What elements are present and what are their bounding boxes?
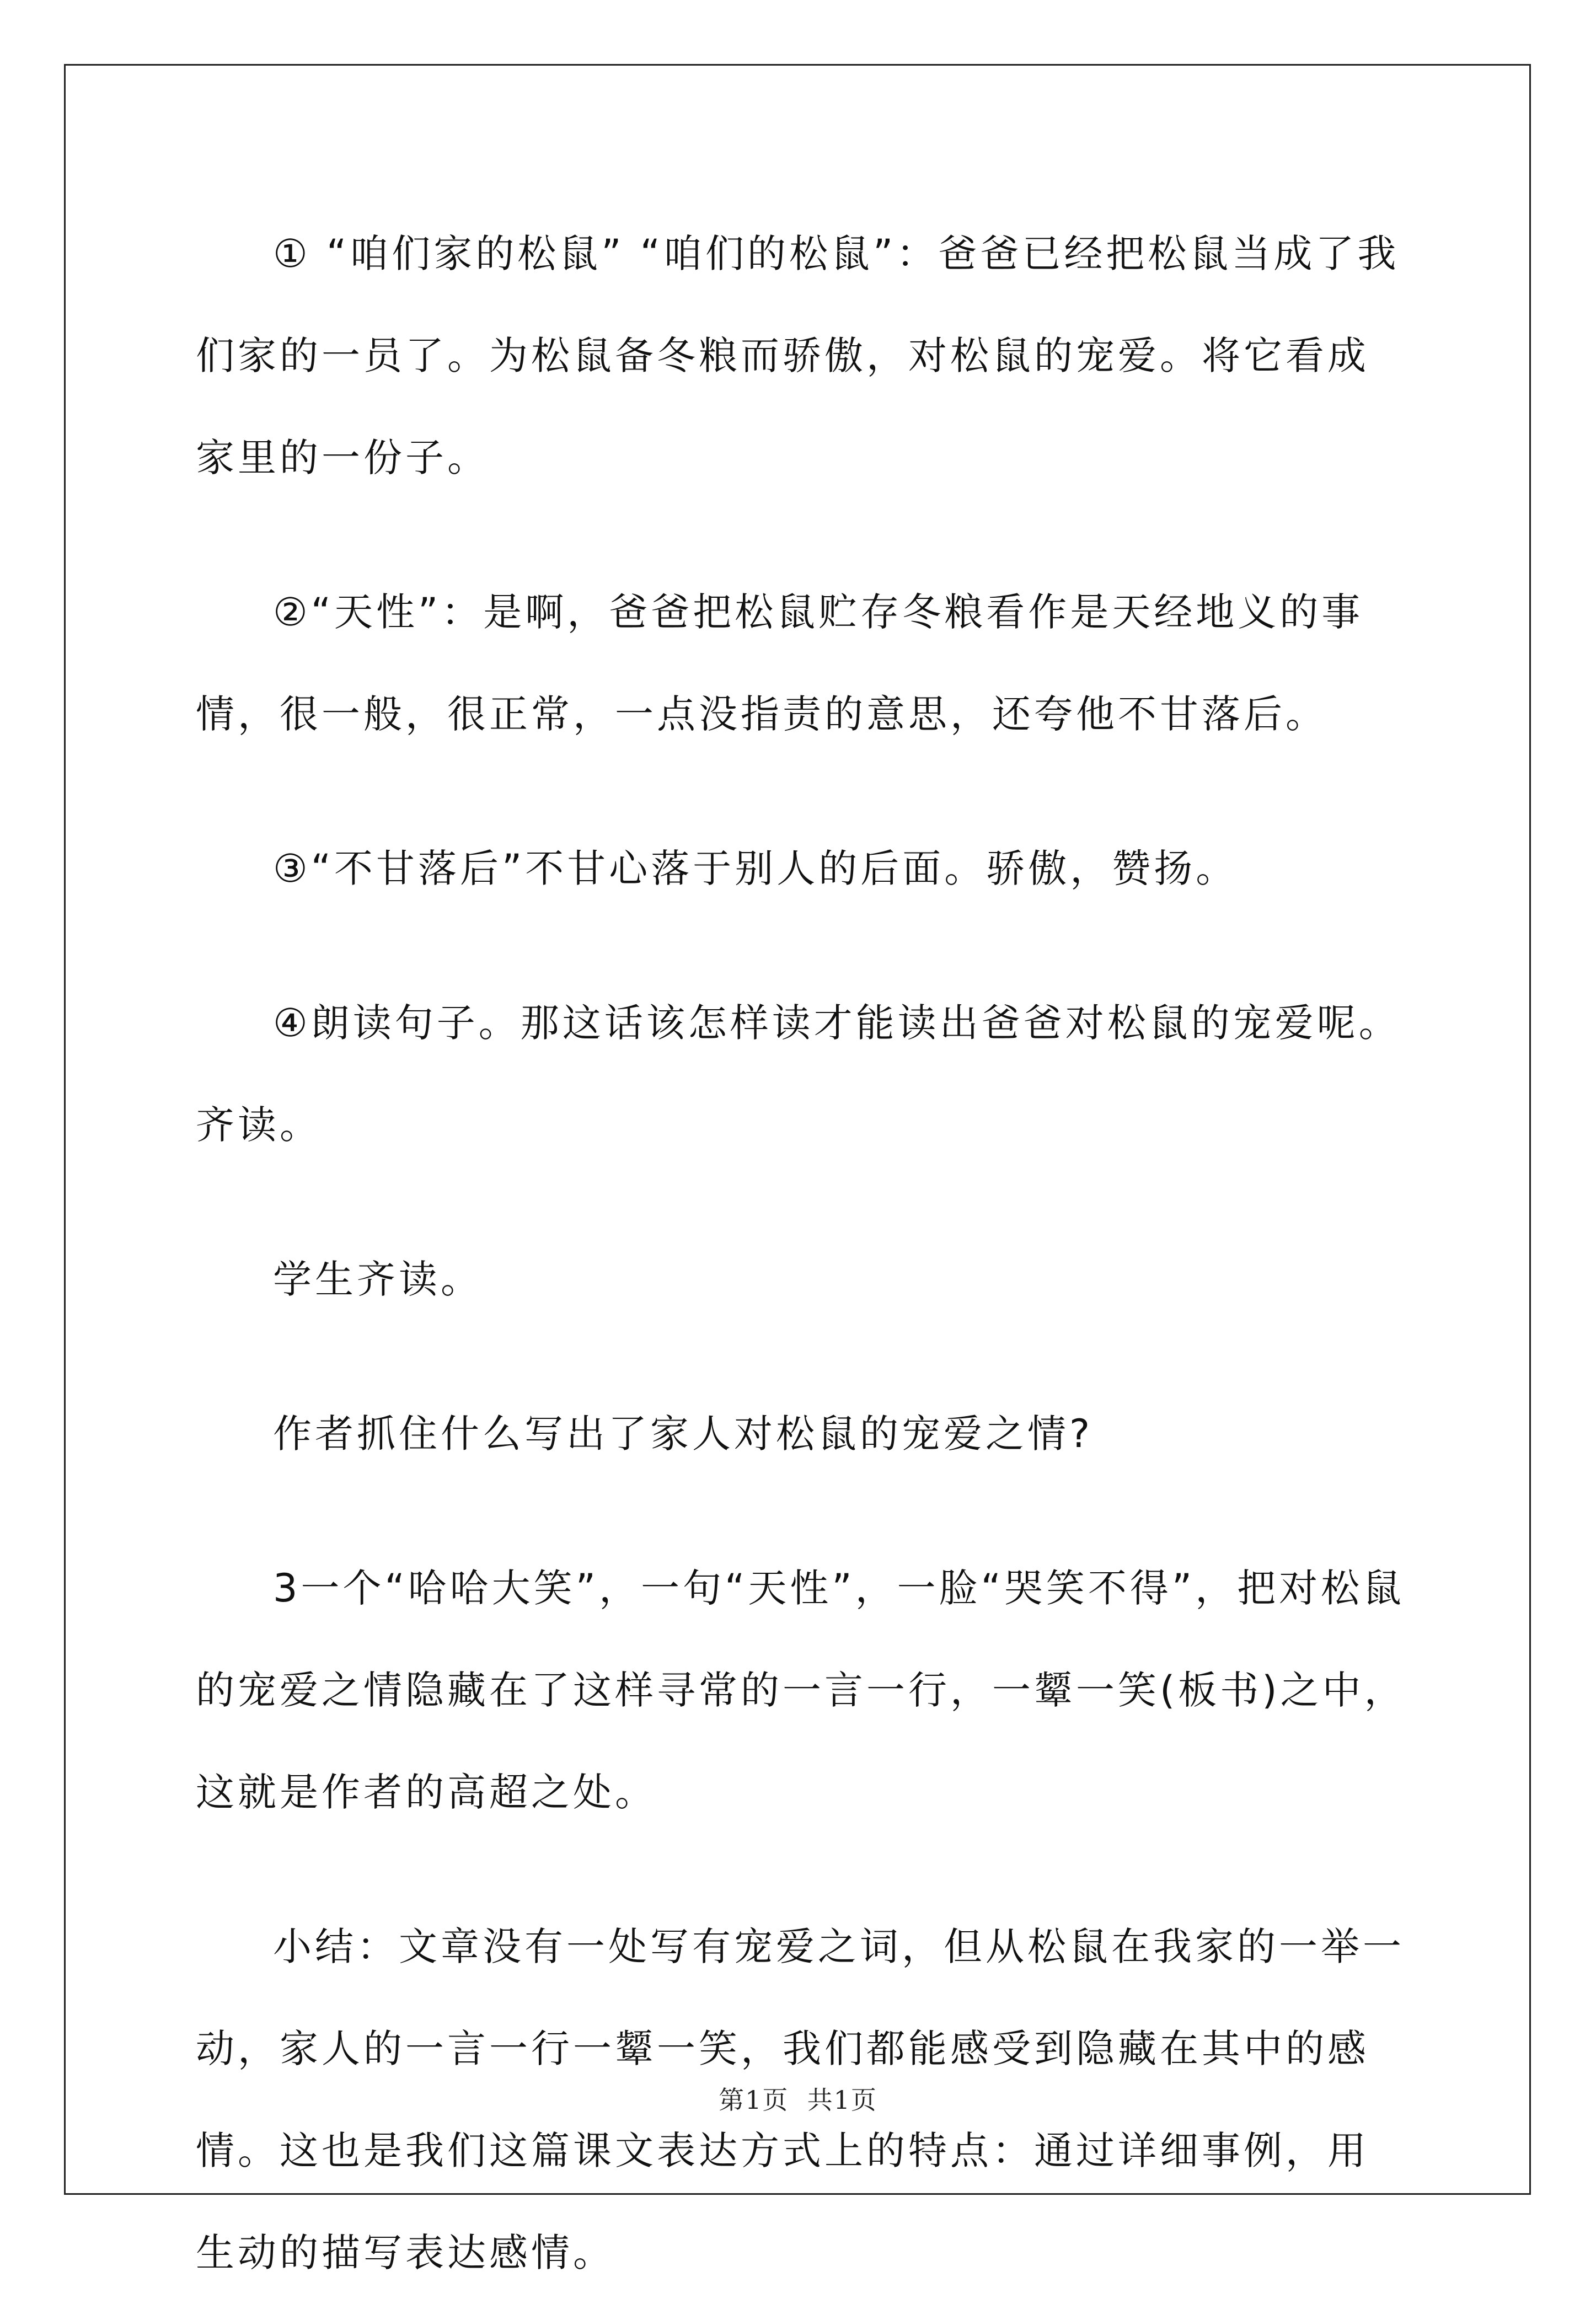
document-body (196, 203, 1409, 2304)
paragraph-1: ① “咱们家的松鼠” “咱们的松鼠”：爸爸已经把松鼠当成了我们家的一员了。为松鼠备冬粮而骄傲，对松鼠的宠爱。将它看成家里的一份子。 (196, 231, 1400, 480)
paragraph-8: 小结：文章没有一处写有宠爱之词，但从松鼠在我家的一举一动，家人的一言一行一颦一笑，我们都能感受到隐藏在其中的感情。这也是我们这篇课文表达方式上的特点：通过详细事例，用生动的描写表达感情。 (196, 1924, 1405, 2275)
page-footer: 第1页 共1页 (719, 2085, 877, 2115)
paragraph-5: 学生齐读。 (273, 1257, 483, 1302)
paragraph-7: 3一个“哈哈大笑”，一句“天性”，一脸“哭笑不得”，把对松鼠的宠爱之情隐藏在了这样寻常的一言一行，一颦一笑(板书)之中，这就是作者的高超之处。 (196, 1566, 1406, 1815)
paragraph-3: ③“不甘落后”不甘心落于别人的后面。骄傲，赞扬。 (273, 846, 1238, 891)
paragraph-6: 作者抓住什么写出了家人对松鼠的宠爱之情? (273, 1411, 1094, 1456)
paragraph-2: ②“天性”：是啊，爸爸把松鼠贮存冬粮看作是天经地义的事情，很一般，很正常，一点没指责的意思，还夸他不甘落后。 (196, 590, 1364, 737)
paragraph-4: ④朗读句子。那这话该怎样读才能读出爸爸对松鼠的宠爱呢。齐读。 (196, 1000, 1401, 1148)
